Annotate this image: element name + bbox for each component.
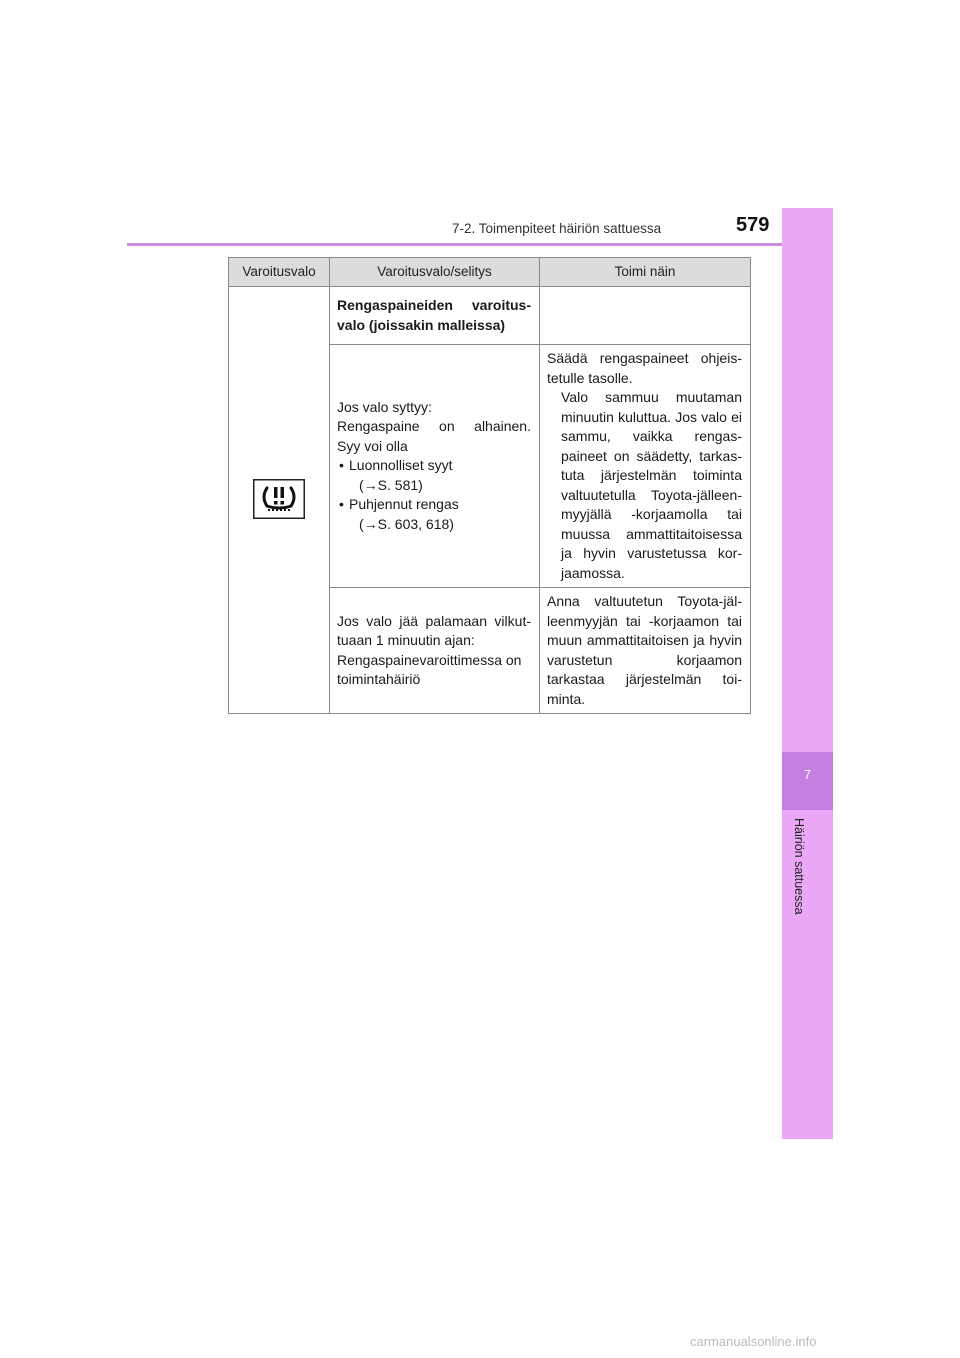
description-cell-blinking [330, 588, 540, 714]
description-malfunction: Rengaspainevaroittimessa on toimintahäiriö [337, 651, 522, 687]
description-cell-lit [330, 345, 540, 588]
table-header-row [229, 258, 751, 287]
column-header-light: Varoitusvalo [229, 258, 330, 287]
chapter-number: 7 [803, 767, 812, 782]
cause-puncture: Puhjennut rengas [349, 496, 459, 513]
cause-natural: Luonnolliset syyt [349, 457, 453, 474]
cause-natural-ref: (→S. 581) [359, 476, 423, 493]
cause-list [337, 456, 531, 534]
chapter-title: Häiriön sattuessa [792, 818, 806, 915]
action-cell-blinking: Anna valtuutetun Toyota-jäl-leenmyyjän tai -korjaamon tai muun ammattitaitoisen ja hyvin varustetun korjaamon tarkastaa järjestelmän toi-minta. [540, 588, 751, 714]
warning-icon-cell [229, 287, 330, 714]
list-item [337, 495, 531, 534]
description-blinking: Jos valo jää palamaan vilkut-tuaan 1 minuutin ajan: [337, 612, 531, 648]
page-number: 579 [736, 214, 770, 236]
action-adjust-pressure: Säädä rengaspaineet ohjeis-tetulle tasolle. [547, 350, 742, 386]
chapter-side-tab [782, 208, 833, 1139]
action-cell-lit [540, 345, 751, 588]
description-intro: Jos valo syttyy: [337, 398, 432, 415]
header-rule [127, 243, 833, 246]
tire-pressure-warning-icon [253, 479, 305, 525]
action-note: Valo sammuu muutaman minuutin kuluttua. Jos valo ei sammu, vaikka rengas-paineet on säädetty, tarkas-tuta järjestelmän toiminta valtuutetulla Toyota-jälleen-myyjällä -korjaamolla tai muussa ammattitaitoisessa ja hyvin varustetussa kor-jaamossa. [561, 389, 742, 581]
warning-light-table [228, 257, 751, 714]
description-causes: Syy voi olla [337, 437, 408, 454]
table-row [229, 287, 751, 345]
section-heading: 7-2. Toimenpiteet häiriön sattuessa [452, 221, 662, 236]
empty-action-cell [540, 287, 751, 345]
watermark: carmanualsonline.info [690, 1334, 817, 1349]
light-name: Rengaspaineiden varoitus-valo (joissakin malleissa) [330, 287, 540, 345]
column-header-action: Toimi näin [540, 258, 751, 287]
cause-puncture-ref: (→S. 603, 618) [359, 515, 454, 532]
list-item [337, 456, 531, 495]
description-low-pressure: Rengaspaine on alhainen. [337, 418, 531, 435]
column-header-description: Varoitusvalo/selitys [330, 258, 540, 287]
